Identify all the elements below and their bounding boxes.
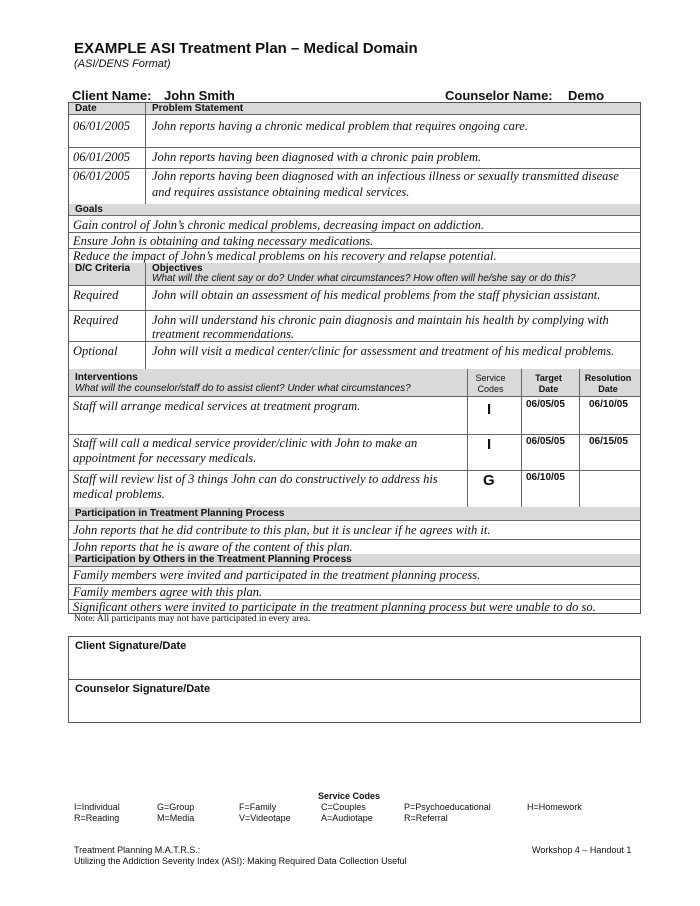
intervention-text: Staff will review list of 3 things John can do constructively to address his — [73, 472, 438, 486]
objective-criteria: Required — [73, 313, 119, 327]
document-subtitle: (ASI/DENS Format) — [74, 58, 171, 70]
problem-date: 06/01/2005 — [73, 169, 130, 183]
intervention-text: Staff will arrange medical services at treatment program. — [73, 399, 361, 413]
objective-criteria: Required — [73, 288, 119, 302]
client-signature-label: Client Signature/Date — [75, 640, 187, 652]
client-name-label: Client Name: — [72, 88, 152, 103]
objective-text: John will obtain an assessment of his medical problems from the staff physician assistant. — [152, 288, 601, 302]
target-date: 06/05/05 — [526, 436, 565, 447]
goals-header: Goals — [75, 204, 103, 215]
problem-text: John reports having been diagnosed with an infectious illness or sexually transmitted disease — [152, 169, 619, 183]
legend-entry: I=Individual — [74, 802, 120, 812]
problem-date: 06/01/2005 — [73, 119, 130, 133]
dc-criteria-header: D/C Criteria — [75, 263, 131, 274]
participation-note: Note: All participants may not have participated in every area. — [74, 614, 311, 624]
counselor-name-label: Counselor Name: — [445, 88, 553, 103]
problem-row — [69, 147, 640, 168]
goal-item: Reduce the impact of John’s medical problems on his recovery and relapse potential. — [73, 249, 497, 263]
intervention-row — [69, 396, 640, 434]
client-name-value: John Smith — [164, 88, 235, 103]
problem-statement-header: Problem Statement — [152, 103, 244, 114]
objectives-header: Objectives — [152, 263, 203, 274]
problem-text: John reports having been diagnosed with a chronic pain problem. — [152, 150, 482, 164]
service-codes-title: Service Codes — [318, 791, 381, 801]
goal-item: Ensure John is obtaining and taking necessary medications. — [73, 234, 374, 248]
interventions-header-row — [69, 369, 640, 396]
participation-item: John reports that he is aware of the content of this plan. — [73, 540, 353, 554]
service-code: I — [487, 436, 492, 453]
service-code: G — [483, 472, 495, 489]
participation-header: Participation in Treatment Planning Process — [75, 508, 285, 519]
objective-text-continued: treatment recommendations. — [152, 327, 295, 341]
target-date: 06/05/05 — [526, 399, 565, 410]
problem-row — [69, 114, 640, 147]
participation-item: John reports that he did contribute to this plan, but it is unclear if he agrees with it. — [73, 523, 491, 537]
others-item: Family members were invited and participated in the treatment planning process. — [73, 568, 481, 582]
others-header-row — [69, 554, 640, 566]
interventions-header: Interventions — [75, 372, 138, 383]
goals-header-row — [69, 204, 640, 215]
resolution-date: 06/15/05 — [589, 436, 628, 447]
others-header: Participation by Others in the Treatment Planning Process — [75, 554, 352, 565]
legend-entry: P=Psychoeducational — [404, 802, 491, 812]
legend-entry: G=Group — [157, 802, 195, 812]
intervention-text: Staff will call a medical service provider/clinic with John to make an — [73, 436, 418, 450]
footer-handout: Workshop 4 – Handout 1 — [532, 845, 632, 855]
intervention-row — [69, 434, 640, 470]
problem-row — [69, 168, 640, 204]
objective-text: John will understand his chronic pain diagnosis and maintain his health by complying with — [152, 313, 609, 327]
resolution-date-header: Resolution Date — [584, 373, 632, 394]
others-item: Significant others were invited to participate in the treatment planning process but were unable to do so. — [73, 600, 596, 614]
resolution-date: 06/10/05 — [589, 399, 628, 410]
service-codes-header: Service Codes — [475, 373, 506, 394]
footer-title: Treatment Planning M.A.T.R.S.: — [74, 845, 201, 855]
objective-text: John will visit a medical center/clinic for assessment and treatment of his medical problems. — [152, 344, 615, 358]
objective-row — [69, 285, 640, 310]
legend-entry: M=Media — [157, 813, 195, 823]
others-item: Family members agree with this plan. — [73, 585, 263, 599]
document-title: EXAMPLE ASI Treatment Plan – Medical Domain — [74, 40, 418, 57]
intervention-text-continued: medical problems. — [73, 487, 165, 501]
participation-header-row — [69, 507, 640, 520]
counselor-signature-label: Counselor Signature/Date — [75, 683, 211, 695]
legend-entry: H=Homework — [527, 802, 582, 812]
footer-subtitle: Utilizing the Addiction Severity Index (ASI): Making Required Data Collection Useful — [74, 856, 407, 866]
service-code: I — [487, 401, 492, 418]
legend-entry: F=Family — [239, 802, 277, 812]
legend-entry: V=Videotape — [239, 813, 291, 823]
objectives-subheader: What will the client say or do? Under what circumstances? How often will he/she say or do this? — [152, 273, 576, 284]
client-signature-box[interactable] — [68, 636, 641, 680]
interventions-subheader: What will the counselor/staff do to assist client? Under what circumstances? — [75, 383, 411, 394]
objective-row — [69, 310, 640, 341]
target-date-header: Target Date — [535, 373, 562, 394]
legend-entry: R=Reading — [74, 813, 120, 823]
objective-criteria: Optional — [73, 344, 118, 358]
legend-entry: A=Audiotape — [321, 813, 373, 823]
intervention-row — [69, 470, 640, 507]
problem-header-row — [69, 103, 640, 114]
target-date: 06/10/05 — [526, 472, 565, 483]
problem-date: 06/01/2005 — [73, 150, 130, 164]
problem-text-continued: and requires assistance obtaining medical services. — [152, 185, 410, 199]
intervention-text-continued: appointment for necessary medicals. — [73, 451, 257, 465]
legend-entry: R=Referral — [404, 813, 448, 823]
problem-text: John reports having a chronic medical problem that requires ongoing care. — [152, 119, 528, 133]
counselor-signature-box[interactable] — [68, 679, 641, 723]
counselor-name-value: Demo — [568, 88, 605, 103]
date-column-header: Date — [75, 103, 97, 114]
goal-item: Gain control of John’s chronic medical problems, decreasing impact on addiction. — [73, 218, 485, 232]
legend-entry: C=Couples — [321, 802, 366, 812]
objectives-header-row — [69, 263, 640, 285]
treatment-plan-table — [68, 102, 641, 614]
objective-row — [69, 341, 640, 369]
